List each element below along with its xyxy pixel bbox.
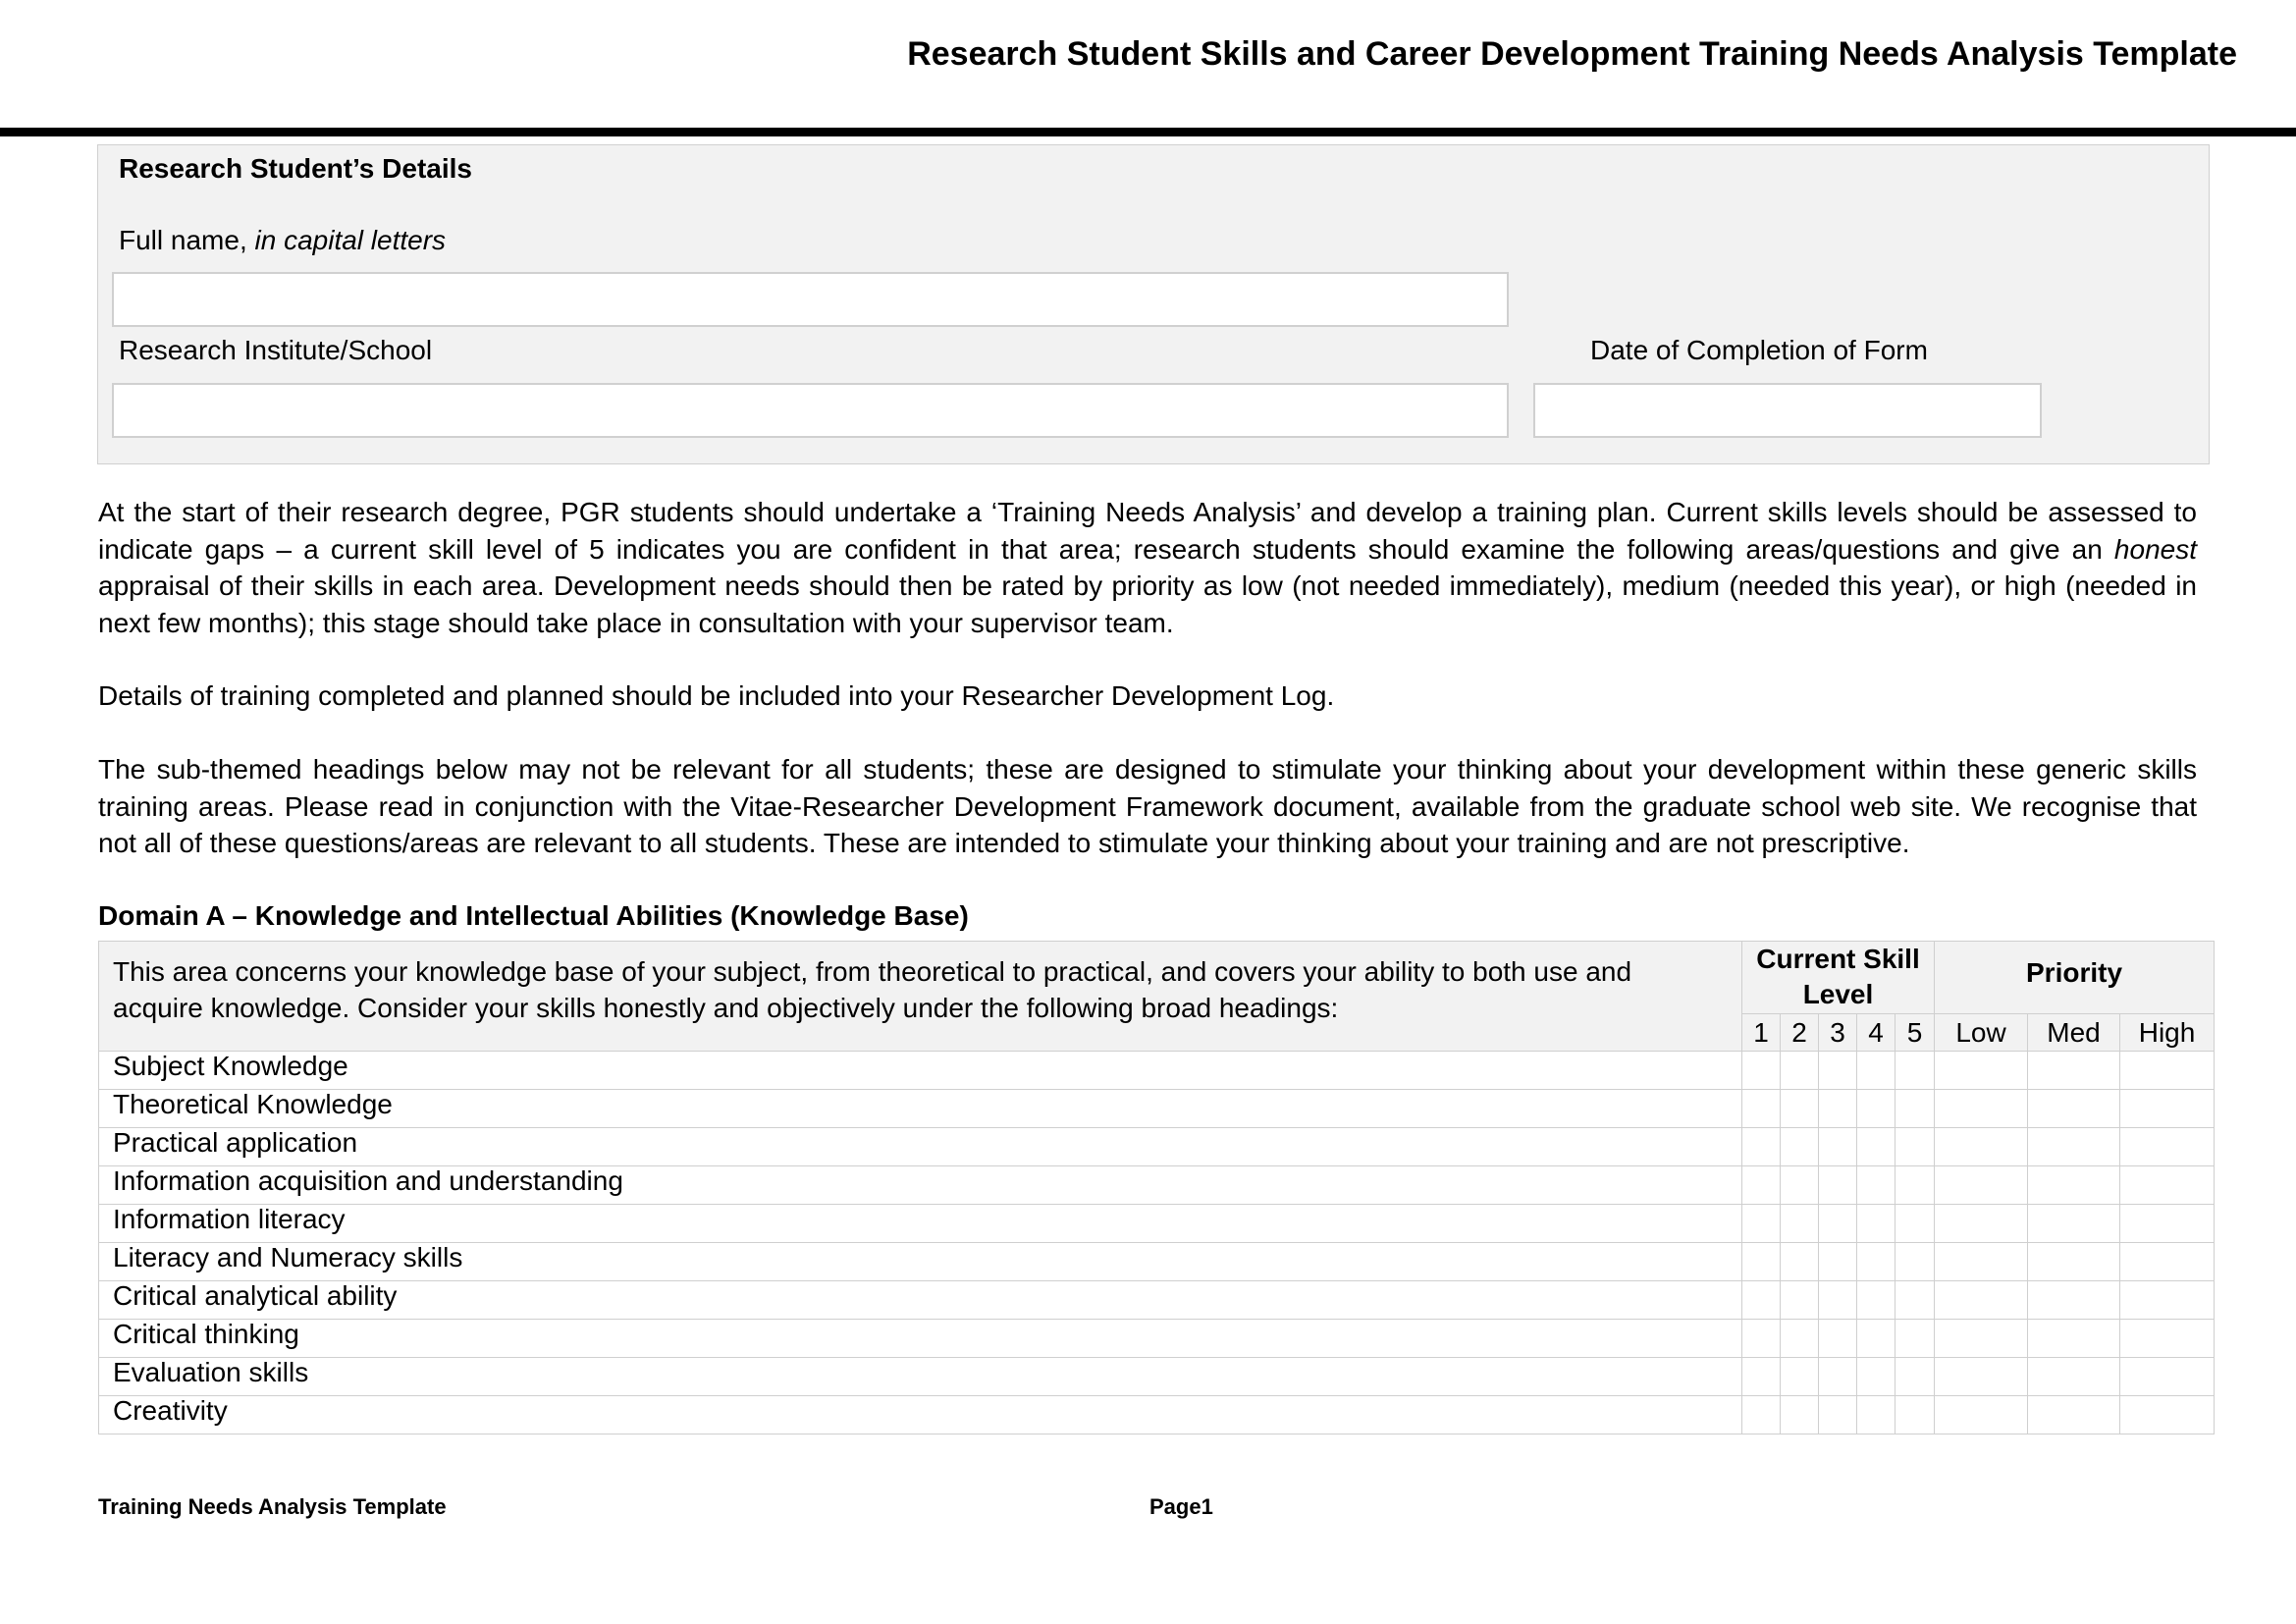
intro-p3-line: training areas. Please read in conjunction with the Vitae-Researcher Development Framework document, available from the graduate school web site. We recognise that [98,790,2197,822]
footer-page-number: Page1 [1149,1494,1213,1519]
level-1-cell[interactable] [1742,1320,1781,1358]
skill-name: Theoretical Knowledge [99,1090,1742,1128]
level-2-cell[interactable] [1781,1205,1819,1243]
priority-med-cell[interactable] [2028,1320,2120,1358]
intro-p1-line: next few months); this stage should take place in consultation with your supervisor team. [98,607,1174,638]
level-3-cell[interactable] [1819,1320,1857,1358]
level-header-1: 1 [1742,1014,1781,1052]
intro-p1-line-text: indicate gaps – a current skill level of 5 indicates you are confident in that area; research students should examine the following areas/questions and give an [98,533,2114,565]
table-row [99,1358,2215,1396]
header-rule [0,128,2296,136]
details-heading: Research Student’s Details [119,153,472,184]
intro-p2-line: Details of training completed and planned should be included into your Researcher Development Log. [98,680,1335,711]
priority-high-cell[interactable] [2120,1358,2215,1396]
intro-p1-line: At the start of their research degree, PGR students should undertake a ‘Training Needs Analysis’ and develop a training plan. Current skills levels should be assessed to [98,497,2197,527]
table-row [99,1166,2215,1205]
level-4-cell[interactable] [1857,1243,1896,1281]
level-2-cell[interactable] [1781,1243,1819,1281]
priority-high-cell[interactable] [2120,1320,2215,1358]
level-3-cell[interactable] [1819,1128,1857,1166]
priority-high-cell[interactable] [2120,1166,2215,1205]
priority-med-cell[interactable] [2028,1243,2120,1281]
priority-med-cell[interactable] [2028,1128,2120,1166]
priority-low-cell[interactable] [1935,1358,2028,1396]
skill-name: Practical application [99,1128,1742,1166]
domain-a-table [98,941,2215,1435]
skill-name: Literacy and Numeracy skills [99,1243,1742,1281]
intro-paragraph-3 [98,751,2197,862]
full-name-field[interactable] [112,272,1509,327]
priority-med-cell[interactable] [2028,1281,2120,1320]
level-5-cell[interactable] [1896,1358,1935,1396]
table-row [99,1205,2215,1243]
priority-low-cell[interactable] [1935,1090,2028,1128]
table-row [99,1396,2215,1435]
skill-name: Subject Knowledge [99,1052,1742,1090]
priority-low-cell[interactable] [1935,1166,2028,1205]
level-4-cell[interactable] [1857,1128,1896,1166]
level-1-cell[interactable] [1742,1052,1781,1090]
level-3-cell[interactable] [1819,1243,1857,1281]
level-4-cell[interactable] [1857,1090,1896,1128]
skill-name: Evaluation skills [99,1358,1742,1396]
level-4-cell[interactable] [1857,1396,1896,1435]
priority-header: Priority [1935,942,2215,1014]
intro-p3-line: The sub-themed headings below may not be relevant for all students; these are designed to stimulate your thinking about your development within these generic skills [98,754,2197,785]
level-1-cell[interactable] [1742,1396,1781,1435]
level-1-cell[interactable] [1742,1281,1781,1320]
table-row [99,1052,2215,1090]
level-5-cell[interactable] [1896,1090,1935,1128]
level-2-cell[interactable] [1781,1090,1819,1128]
priority-low-cell[interactable] [1935,1205,2028,1243]
level-2-cell[interactable] [1781,1128,1819,1166]
level-5-cell[interactable] [1896,1166,1935,1205]
intro-paragraph-1 [98,494,2197,641]
level-4-cell[interactable] [1857,1358,1896,1396]
date-field[interactable] [1533,383,2042,438]
level-4-cell[interactable] [1857,1052,1896,1090]
level-3-cell[interactable] [1819,1281,1857,1320]
skill-name: Information literacy [99,1205,1742,1243]
level-3-cell[interactable] [1819,1090,1857,1128]
full-name-label [119,225,446,256]
level-3-cell[interactable] [1819,1358,1857,1396]
level-5-cell[interactable] [1896,1052,1935,1090]
level-1-cell[interactable] [1742,1090,1781,1128]
priority-high-cell[interactable] [2120,1396,2215,1435]
intro-p1-line [98,531,2197,568]
level-5-cell[interactable] [1896,1396,1935,1435]
intro-paragraph-2 [98,677,2197,715]
level-5-cell[interactable] [1896,1281,1935,1320]
table-row [99,1128,2215,1166]
priority-low-cell[interactable] [1935,1396,2028,1435]
level-5-cell[interactable] [1896,1243,1935,1281]
document-title: Research Student Skills and Career Development Training Needs Analysis Template [907,35,2237,73]
priority-med-cell[interactable] [2028,1090,2120,1128]
level-3-cell[interactable] [1819,1166,1857,1205]
institute-label: Research Institute/School [119,335,433,365]
priority-high-cell[interactable] [2120,1243,2215,1281]
priority-med-cell[interactable] [2028,1166,2120,1205]
priority-low-cell[interactable] [1935,1052,2028,1090]
priority-high-cell[interactable] [2120,1205,2215,1243]
footer-document-name: Training Needs Analysis Template [98,1494,447,1519]
level-3-cell[interactable] [1819,1052,1857,1090]
table-row [99,1090,2215,1128]
level-2-cell[interactable] [1781,1320,1819,1358]
level-header-5: 5 [1896,1014,1935,1052]
priority-header-high: High [2120,1014,2215,1052]
level-5-cell[interactable] [1896,1205,1935,1243]
priority-low-cell[interactable] [1935,1243,2028,1281]
level-2-cell[interactable] [1781,1052,1819,1090]
domain-a-description: This area concerns your knowledge base of your subject, from theoretical to practical, and covers your ability to both use and acquire knowledge. Consider your skills honestly and objectively under the following broad headings: [99,942,1742,1052]
intro-p1-line: appraisal of their skills in each area. Development needs should then be rated by priority as low (not needed immediately), medium (needed this year), or high (needed in [98,570,2197,601]
priority-med-cell[interactable] [2028,1396,2120,1435]
table-row [99,1281,2215,1320]
date-label: Date of Completion of Form [1590,335,1928,365]
level-3-cell[interactable] [1819,1205,1857,1243]
priority-high-cell[interactable] [2120,1128,2215,1166]
table-row [99,1243,2215,1281]
level-header-4: 4 [1857,1014,1896,1052]
level-2-cell[interactable] [1781,1396,1819,1435]
full-name-hint: in capital letters [254,225,447,255]
level-1-cell[interactable] [1742,1166,1781,1205]
skill-name: Information acquisition and understanding [99,1166,1742,1205]
level-1-cell[interactable] [1742,1205,1781,1243]
priority-high-cell[interactable] [2120,1090,2215,1128]
institute-field[interactable] [112,383,1509,438]
level-2-cell[interactable] [1781,1281,1819,1320]
domain-a-title: Domain A – Knowledge and Intellectual Abilities (Knowledge Base) [98,900,969,931]
level-5-cell[interactable] [1896,1128,1935,1166]
priority-med-cell[interactable] [2028,1358,2120,1396]
level-5-cell[interactable] [1896,1320,1935,1358]
skill-name: Creativity [99,1396,1742,1435]
priority-low-cell[interactable] [1935,1128,2028,1166]
level-4-cell[interactable] [1857,1281,1896,1320]
level-header-3: 3 [1819,1014,1857,1052]
level-4-cell[interactable] [1857,1320,1896,1358]
level-header-2: 2 [1781,1014,1819,1052]
level-1-cell[interactable] [1742,1128,1781,1166]
intro-emphasis: honest [2113,533,2197,565]
intro-p3-line: not all of these questions/areas are relevant to all students. These are intended to stimulate your thinking about your training and are not prescriptive. [98,828,1910,858]
level-2-cell[interactable] [1781,1358,1819,1396]
level-1-cell[interactable] [1742,1358,1781,1396]
priority-high-cell[interactable] [2120,1052,2215,1090]
skill-level-header: Current Skill Level [1742,942,1935,1014]
level-2-cell[interactable] [1781,1166,1819,1205]
priority-low-cell[interactable] [1935,1320,2028,1358]
level-4-cell[interactable] [1857,1205,1896,1243]
level-4-cell[interactable] [1857,1166,1896,1205]
priority-med-cell[interactable] [2028,1205,2120,1243]
priority-header-med: Med [2028,1014,2120,1052]
priority-high-cell[interactable] [2120,1281,2215,1320]
skill-name: Critical analytical ability [99,1281,1742,1320]
level-1-cell[interactable] [1742,1243,1781,1281]
full-name-label-text: Full name, [119,225,247,255]
skill-name: Critical thinking [99,1320,1742,1358]
table-row [99,1320,2215,1358]
priority-med-cell[interactable] [2028,1052,2120,1090]
level-3-cell[interactable] [1819,1396,1857,1435]
priority-low-cell[interactable] [1935,1281,2028,1320]
student-details-panel [97,144,2210,464]
priority-header-low: Low [1935,1014,2028,1052]
